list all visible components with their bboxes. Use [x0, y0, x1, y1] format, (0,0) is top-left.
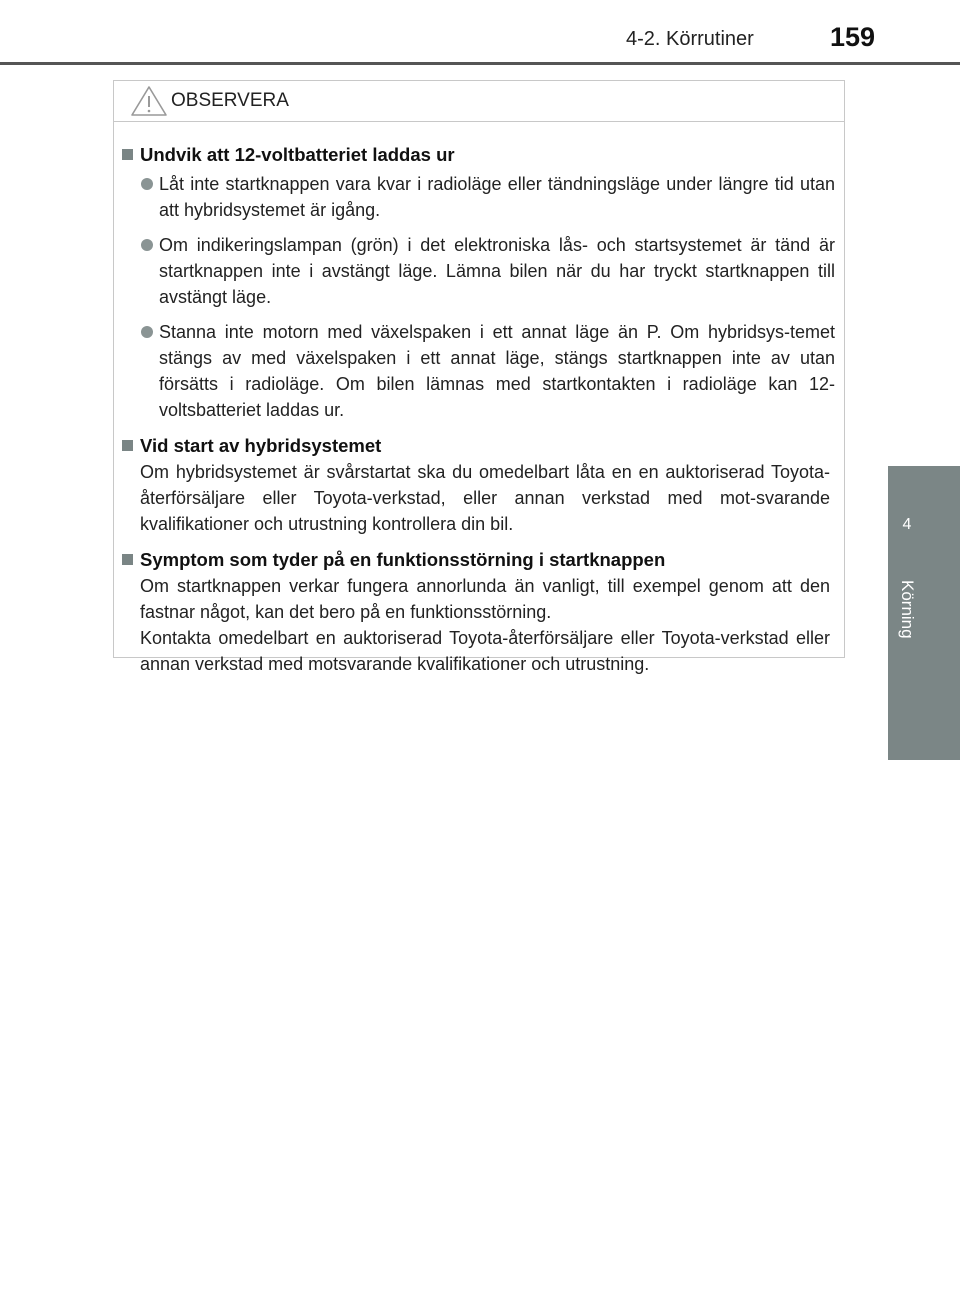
header-divider [0, 62, 960, 65]
chapter-number: 4 [902, 516, 912, 533]
section-heading: Symptom som tyder på en funktionsstörning i startknappen [122, 547, 836, 573]
caution-notice-box [113, 80, 845, 674]
square-bullet-icon [122, 440, 133, 451]
square-bullet-icon [122, 554, 133, 565]
list-item: Om indikeringslampan (grön) i det elektroniska lås- och startsystemet är tänd är startknappen inte i avstängt läge. Lämna bilen när du har tryckt startknappen till avstängt läge. [122, 232, 836, 310]
section-heading: Vid start av hybridsystemet [122, 433, 836, 459]
round-bullet-icon [141, 239, 153, 251]
notice-body [114, 122, 844, 677]
round-bullet-icon [141, 326, 153, 338]
paragraph: Kontakta omedelbart en auktoriserad Toyota-återförsäljare eller Toyota-verkstad eller annan verkstad med motsvarande kvalifikationer och utrustning. [140, 628, 830, 674]
notice-header [114, 81, 844, 122]
round-bullet-icon [141, 178, 153, 190]
paragraph: Om startknappen verkar fungera annorlunda än vanligt, till exempel genom att den fastnar något, kan det bero på en funktionsstörning. [140, 576, 830, 622]
paragraph: Om hybridsystemet är svårstartat ska du omedelbart låta en en auktoriserad Toyota-återförsäljare eller Toyota-verkstad, eller annan verkstad med mot-svarande kvalifikationer och utrustning kontrollera din bil. [140, 462, 830, 534]
chapter-label: Körning [898, 580, 917, 639]
page-number: 159 [830, 22, 876, 52]
section-title: 4-2. Körrutiner [626, 28, 754, 50]
list-item: Stanna inte motorn med växelspaken i ett annat läge än P. Om hybridsys-temet stängs av med växelspaken i ett annat läge, stängs startknappen inte av utan försätts i radioläge. Om bilen lämnas med startkontakten i radioläge kan 12-voltsbatteriet laddas ur. [122, 319, 836, 423]
list-item: Låt inte startknappen vara kvar i radioläge eller tändningsläge under längre tid utan att hybridsystemet är igång. [122, 171, 836, 223]
section-heading: Undvik att 12-voltbatteriet laddas ur [122, 142, 836, 168]
notice-title: OBSERVERA [171, 90, 289, 111]
warning-triangle-icon [130, 85, 168, 117]
square-bullet-icon [122, 149, 133, 160]
